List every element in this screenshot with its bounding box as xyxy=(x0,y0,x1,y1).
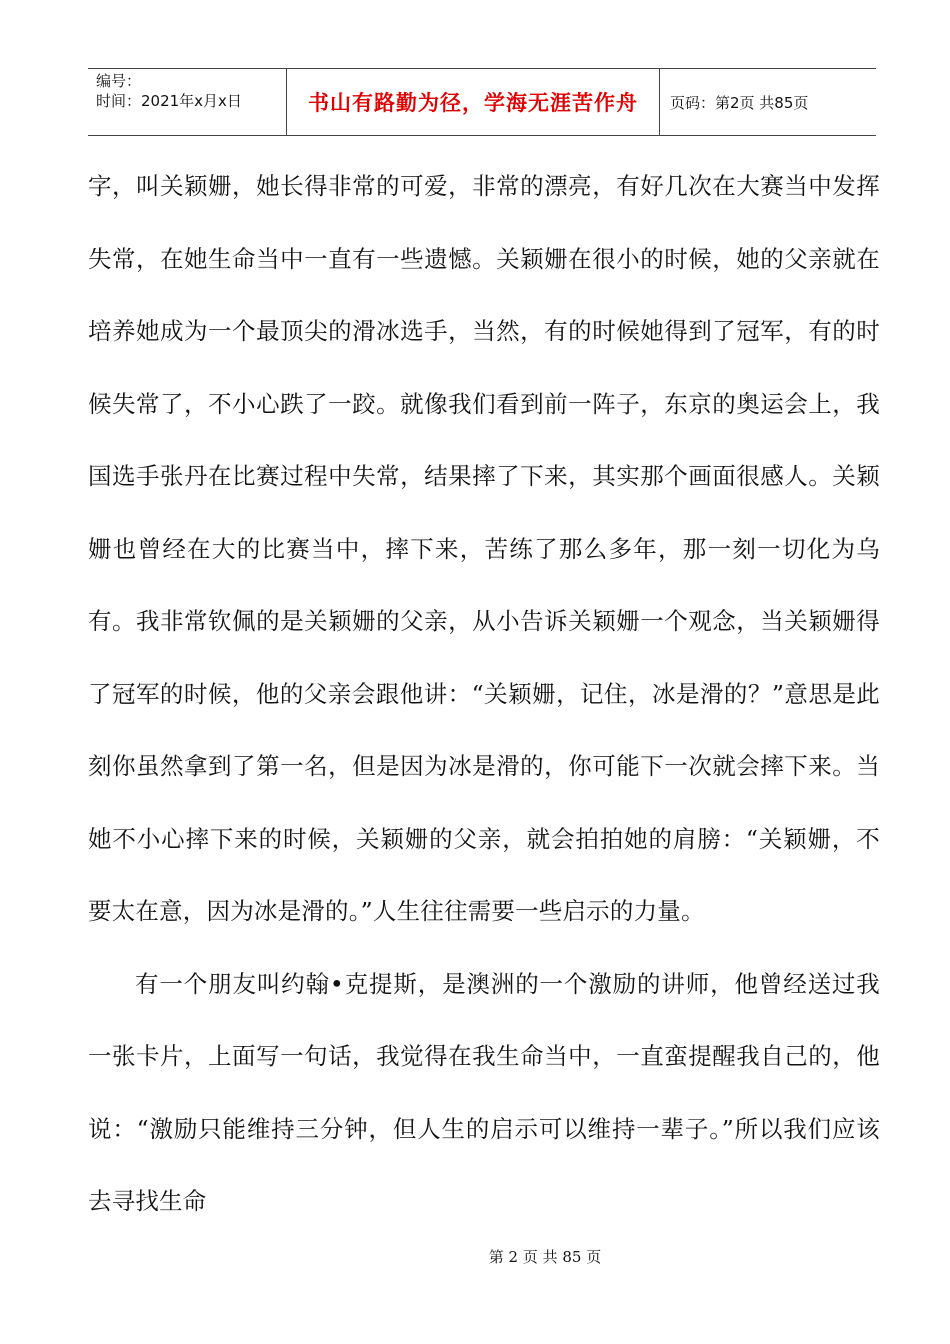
header-motto: 书山有路勤为径，学海无涯苦作舟 xyxy=(308,91,638,115)
page-header xyxy=(88,68,876,136)
document-body xyxy=(88,150,880,1238)
header-meta xyxy=(88,69,287,135)
paragraph: 有一个朋友叫约翰•克提斯，是澳洲的一个激励的讲师，他曾经送过我一张卡片，上面写一句话，我觉得在我生命当中，一直蛮提醒我自己的，他说：“激励只能维持三分钟，但人生的启示可以维持一辈子。”所以我们应该去寻找生命 xyxy=(88,969,880,1215)
header-page-cell xyxy=(660,69,876,135)
header-page-number: 页码：第2页 共85页 xyxy=(670,93,809,112)
page-footer: 第 2 页 共 85 页 xyxy=(488,1248,602,1266)
document-number-label: 编号： xyxy=(96,72,142,90)
document-time-label: 时间：2021年x月x日 xyxy=(96,92,242,110)
header-motto-cell xyxy=(287,69,660,135)
paragraph-continued: 字，叫关颖姗，她长得非常的可爱，非常的漂亮，有好几次在大赛当中发挥失常，在她生命当中一直有一些遗憾。关颖姗在很小的时候，她的父亲就在培养她成为一个最顶尖的滑冰选手，当然，有的时候她得到了冠军，有的时候失常了，不小心跌了一跤。就像我们看到前一阵子，东京的奥运会上，我国选手张丹在比赛过程中失常，结果摔了下来，其实那个画面很感人。关颖姗也曾经在大的比赛当中，摔下来，苦练了那么多年，那一刻一切化为乌有。我非常钦佩的是关颖姗的父亲，从小告诉关颖姗一个观念，当关颖姗得了冠军的时候，他的父亲会跟他讲：“关颖姗，记住，冰是滑的？”意思是此刻你虽然拿到了第一名，但是因为冰是滑的，你可能下一次就会摔下来。当她不小心摔下来的时候，关颖姗的父亲，就会拍拍她的肩膀：“关颖姗，不要太在意，因为冰是滑的。”人生往往需要一些启示的力量。 xyxy=(88,172,880,925)
